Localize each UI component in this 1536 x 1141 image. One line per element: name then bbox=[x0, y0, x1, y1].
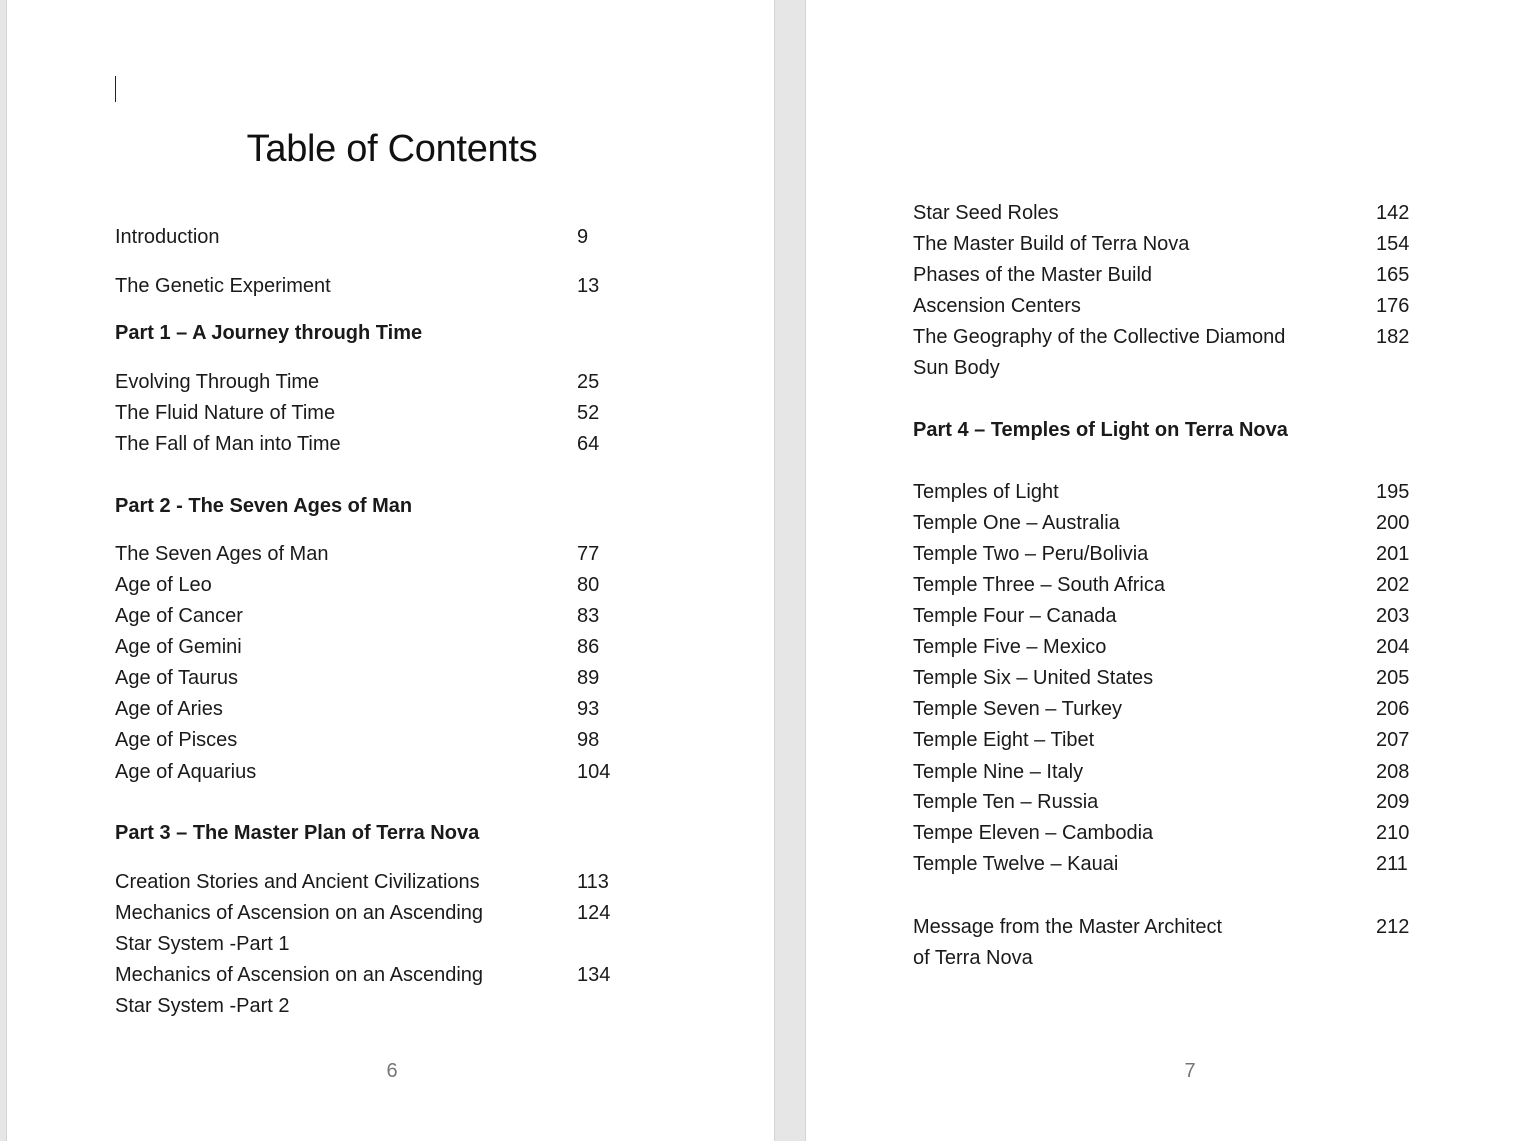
toc-entry-title: Evolving Through Time bbox=[115, 371, 320, 393]
toc-entry-page: 25 bbox=[577, 371, 600, 393]
toc-entry-title: Age of Aquarius bbox=[115, 761, 257, 783]
toc-entry-page: 154 bbox=[1376, 233, 1410, 255]
toc-entry-page: 77 bbox=[577, 543, 600, 565]
toc-entry-title: The Genetic Experiment bbox=[115, 275, 331, 297]
toc-entry-title: Temple Five – Mexico bbox=[913, 636, 1107, 658]
toc-entry-title: Tempe Eleven – Cambodia bbox=[913, 822, 1154, 844]
toc-entry-page: 80 bbox=[577, 574, 600, 596]
toc-entry-title: Age of Gemini bbox=[115, 636, 242, 658]
toc-entry-title: Part 3 – The Master Plan of Terra Nova bbox=[115, 822, 480, 844]
toc-entry-title: Part 4 – Temples of Light on Terra Nova bbox=[913, 419, 1288, 441]
toc-entry-page: 13 bbox=[577, 275, 600, 297]
toc-entry-page: 212 bbox=[1376, 916, 1410, 938]
toc-entry-title: Temple Six – United States bbox=[913, 667, 1154, 689]
toc-entry-title: Age of Taurus bbox=[115, 667, 239, 689]
toc-entry-title: Temples of Light bbox=[913, 481, 1059, 503]
toc-entry-page: 89 bbox=[577, 667, 600, 689]
toc-entry-title: Temple Four – Canada bbox=[913, 605, 1117, 627]
toc-entry-title: Message from the Master Architect bbox=[913, 916, 1223, 938]
toc-entry-title: Mechanics of Ascension on an Ascending bbox=[115, 964, 484, 986]
toc-entry-page: 104 bbox=[577, 761, 611, 783]
toc-entry-title: Star System -Part 1 bbox=[115, 933, 290, 955]
toc-entry-title: Temple Twelve – Kauai bbox=[913, 853, 1119, 875]
toc-entry-title: Temple Ten – Russia bbox=[913, 791, 1099, 813]
toc-entry-title: Temple One – Australia bbox=[913, 512, 1120, 534]
toc-entry-title: The Seven Ages of Man bbox=[115, 543, 329, 565]
toc-entry-title: Temple Eight – Tibet bbox=[913, 729, 1095, 751]
toc-entry-title: The Master Build of Terra Nova bbox=[913, 233, 1190, 255]
toc-entry-title: Temple Three – South Africa bbox=[913, 574, 1165, 596]
toc-entry-page: 200 bbox=[1376, 512, 1410, 534]
toc-entry-title: The Fall of Man into Time bbox=[115, 433, 341, 455]
toc-entry-page: 195 bbox=[1376, 481, 1410, 503]
toc-entry-title: The Geography of the Collective Diamond bbox=[913, 326, 1286, 348]
toc-entry-page: 211 bbox=[1376, 853, 1408, 875]
toc-entry-page: 142 bbox=[1376, 202, 1410, 224]
document-page-right[interactable] bbox=[805, 0, 1536, 1141]
toc-entry-page: 182 bbox=[1376, 326, 1410, 348]
page-number: 7 bbox=[1184, 1060, 1196, 1082]
toc-entry-page: 83 bbox=[577, 605, 600, 627]
toc-entry-page: 207 bbox=[1376, 729, 1410, 751]
toc-entry-title: Age of Aries bbox=[115, 698, 223, 720]
toc-entry-page: 52 bbox=[577, 402, 600, 424]
toc-entry-page: 209 bbox=[1376, 791, 1410, 813]
toc-entry-page: 86 bbox=[577, 636, 600, 658]
toc-entry-title: Star Seed Roles bbox=[913, 202, 1059, 224]
toc-entry-page: 98 bbox=[577, 729, 600, 751]
toc-entry-title: Mechanics of Ascension on an Ascending bbox=[115, 902, 484, 924]
toc-entry-page: 165 bbox=[1376, 264, 1410, 286]
toc-entry-title: Creation Stories and Ancient Civilizations bbox=[115, 871, 480, 893]
toc-entry-title: Phases of the Master Build bbox=[913, 264, 1153, 286]
toc-entry-title: Age of Cancer bbox=[115, 605, 243, 627]
page-number: 6 bbox=[386, 1060, 398, 1082]
toc-entry-page: 204 bbox=[1376, 636, 1410, 658]
toc-entry-page: 124 bbox=[577, 902, 611, 924]
toc-entry-title: Age of Pisces bbox=[115, 729, 238, 751]
toc-entry-page: 205 bbox=[1376, 667, 1410, 689]
toc-entry-title: Ascension Centers bbox=[913, 295, 1081, 317]
toc-entry-page: 202 bbox=[1376, 574, 1410, 596]
toc-entry-title: Part 1 – A Journey through Time bbox=[115, 322, 423, 344]
toc-entry-title: Temple Nine – Italy bbox=[913, 761, 1084, 783]
toc-entry-title: of Terra Nova bbox=[913, 947, 1033, 969]
document-page-left[interactable] bbox=[6, 0, 775, 1141]
toc-entry-page: 206 bbox=[1376, 698, 1410, 720]
toc-entry-title: Age of Leo bbox=[115, 574, 212, 596]
toc-entry-title: Part 2 - The Seven Ages of Man bbox=[115, 495, 413, 517]
text-cursor bbox=[115, 76, 116, 102]
toc-entry-page: 176 bbox=[1376, 295, 1410, 317]
toc-entry-page: 203 bbox=[1376, 605, 1410, 627]
toc-entry-title: Introduction bbox=[115, 226, 220, 248]
toc-entry-page: 210 bbox=[1376, 822, 1410, 844]
toc-entry-title: Temple Seven – Turkey bbox=[913, 698, 1122, 720]
toc-entry-title: The Fluid Nature of Time bbox=[115, 402, 336, 424]
toc-title: Table of Contents bbox=[246, 128, 538, 170]
toc-entry-title: Temple Two – Peru/Bolivia bbox=[913, 543, 1149, 565]
toc-entry-title: Sun Body bbox=[913, 357, 1000, 379]
toc-entry-page: 201 bbox=[1376, 543, 1410, 565]
toc-entry-page: 134 bbox=[577, 964, 611, 986]
toc-entry-page: 64 bbox=[577, 433, 600, 455]
toc-entry-page: 93 bbox=[577, 698, 600, 720]
toc-entry-page: 208 bbox=[1376, 761, 1410, 783]
toc-entry-title: Star System -Part 2 bbox=[115, 995, 290, 1017]
toc-entry-page: 9 bbox=[577, 226, 589, 248]
toc-entry-page: 113 bbox=[577, 871, 609, 893]
